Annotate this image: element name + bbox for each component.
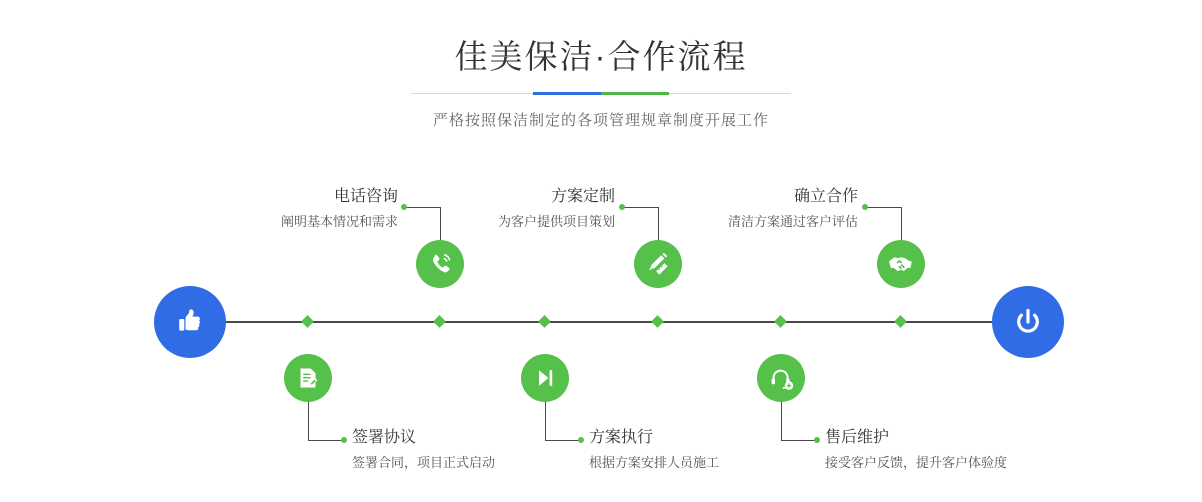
page-subtitle: 严格按照保洁制定的各项管理规章制度开展工作 — [432, 112, 769, 129]
start-endcap — [154, 286, 226, 358]
connector-line-3h — [622, 207, 658, 208]
connector-line-5h — [865, 207, 901, 208]
step-title-1: 电话咨询 — [333, 188, 398, 205]
step-label-6 — [825, 427, 1007, 473]
step-node-6[interactable] — [757, 354, 805, 402]
connector-line-5 — [901, 207, 902, 240]
play-step-icon — [532, 365, 558, 391]
connector-line-6 — [781, 402, 782, 440]
connector-dot-4 — [578, 437, 584, 443]
step-desc-2: 签署合同，项目正式启动 — [352, 455, 496, 470]
step-desc-4: 根据方案安排人员施工 — [589, 455, 720, 470]
handshake-icon — [887, 250, 915, 278]
axis-marker-2 — [301, 315, 314, 328]
connector-dot-2 — [341, 437, 347, 443]
connector-line-6h — [781, 440, 817, 441]
step-node-2[interactable] — [284, 354, 332, 402]
connector-line-1h — [404, 207, 440, 208]
step-desc-3: 为客户提供项目策划 — [497, 214, 615, 229]
connector-dot-5 — [862, 204, 868, 210]
step-title-6: 售后维护 — [825, 429, 890, 446]
connector-line-3 — [658, 207, 659, 240]
diagram-header — [0, 0, 1202, 130]
connector-line-2h — [308, 440, 344, 441]
document-pen-icon — [295, 365, 321, 391]
phone-ring-icon — [427, 251, 453, 277]
step-desc-1: 阐明基本情况和需求 — [280, 214, 398, 229]
step-desc-6: 接受客户反馈，提升客户体验度 — [825, 455, 1008, 470]
step-label-3 — [460, 186, 615, 232]
connector-line-1 — [440, 207, 441, 240]
axis-marker-6 — [774, 315, 787, 328]
step-label-5 — [700, 186, 858, 232]
end-endcap — [992, 286, 1064, 358]
axis-marker-4 — [538, 315, 551, 328]
step-title-5: 确立合作 — [793, 188, 858, 205]
headset-support-icon — [768, 365, 794, 391]
step-title-2: 签署协议 — [352, 429, 417, 446]
connector-line-4 — [545, 402, 546, 440]
title-underline — [411, 92, 791, 95]
connector-dot-1 — [401, 204, 407, 210]
step-title-4: 方案执行 — [589, 429, 654, 446]
axis-marker-5 — [894, 315, 907, 328]
step-label-4 — [589, 427, 719, 473]
step-title-3: 方案定制 — [550, 188, 615, 205]
page-title: 佳美保洁·合作流程 — [454, 38, 748, 75]
power-icon — [1010, 304, 1046, 340]
connector-dot-3 — [619, 204, 625, 210]
step-label-2 — [352, 427, 495, 473]
pencil-ruler-icon — [645, 251, 671, 277]
axis-marker-3 — [651, 315, 664, 328]
axis-marker-1 — [433, 315, 446, 328]
step-label-1 — [253, 186, 398, 232]
connector-dot-6 — [814, 437, 820, 443]
thumbs-up-icon — [172, 304, 208, 340]
step-node-1[interactable] — [416, 240, 464, 288]
step-node-4[interactable] — [521, 354, 569, 402]
connector-line-2 — [308, 402, 309, 440]
step-node-3[interactable] — [634, 240, 682, 288]
underline-blue — [533, 92, 601, 95]
connector-line-4h — [545, 440, 581, 441]
step-node-5[interactable] — [877, 240, 925, 288]
underline-green — [601, 92, 669, 95]
step-desc-5: 清洁方案通过客户评估 — [727, 214, 858, 229]
